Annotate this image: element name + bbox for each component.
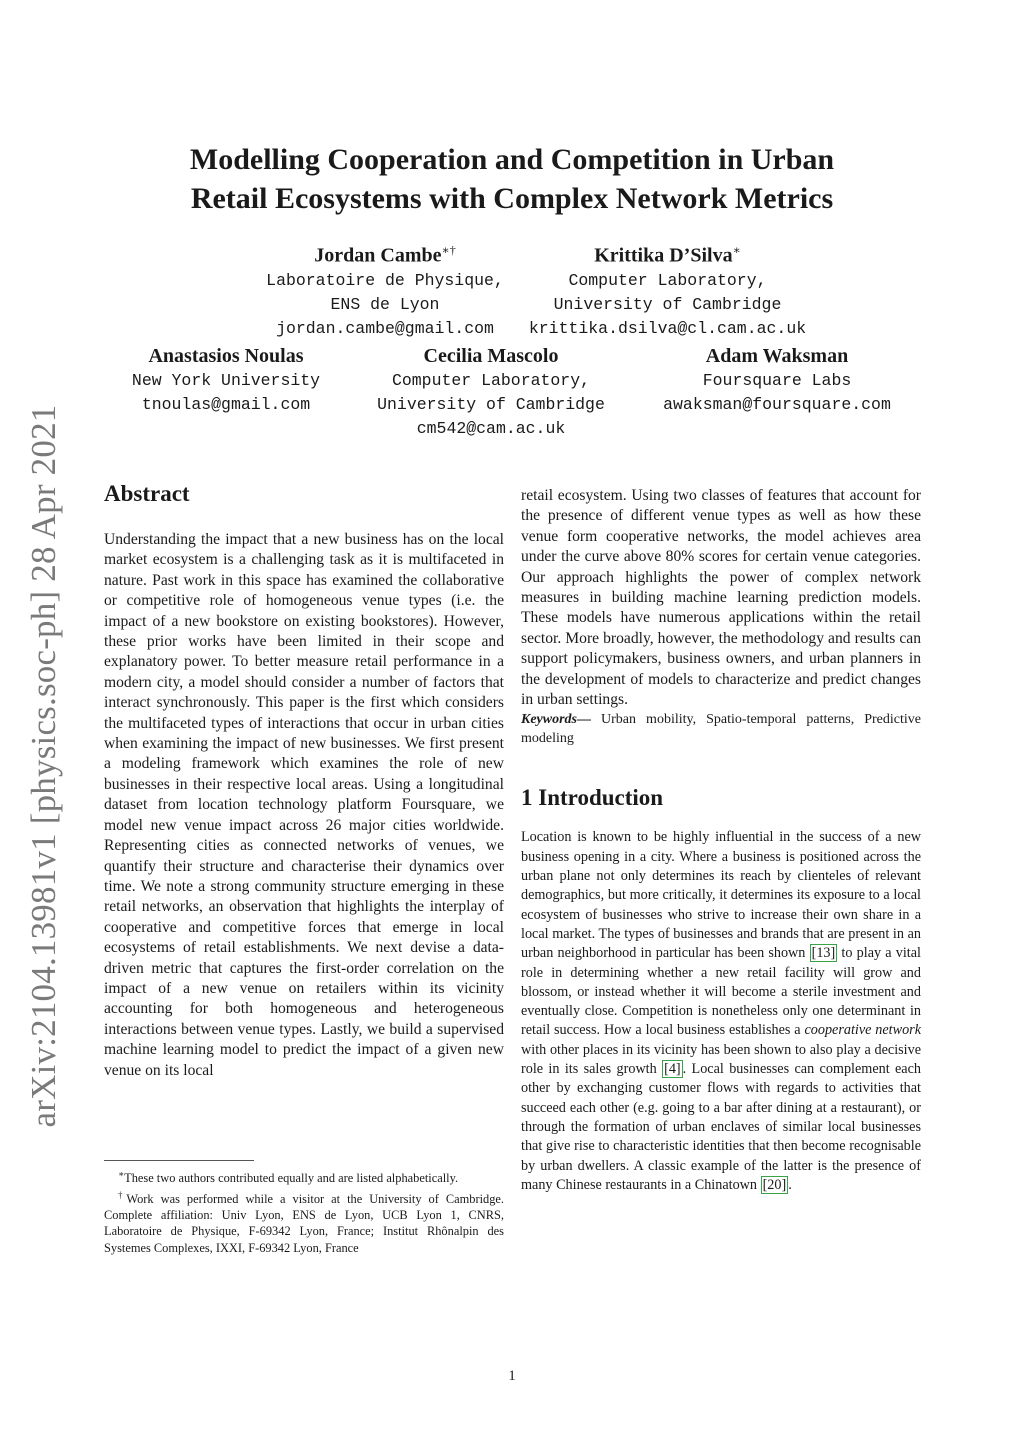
- abstract-text-part-2: retail ecosystem. Using two classes of features that account for the presence of different venue types as well as how these venue form cooperative networks, the model achieves area under the curve above 80% scores for certain venue categories. Our approach highlights the power of complex network measures in building machine learning prediction models. These models have numerous applications within the retail sector. More broadly, however, the methodology and results can support policymakers, business owners, and urban planners in the development of models to characterize and predict changes in urban settings.: [521, 487, 921, 709]
- title-line-1: Modelling Cooperation and Competition in Urban: [189, 143, 835, 176]
- abstract-heading: Abstract: [104, 481, 190, 506]
- footnote-2: †Work was performed while a visitor at the University of Cambridge. Complete affiliation: Univ Lyon, ENS de Lyon, UCB Lyon 1, CNRS, Laboratoire de Physique, F-69342 Lyon, France; Institut Rhônalpin des Systemes Complexes, IXXI, F-69342 Lyon, France: [104, 1189, 505, 1255]
- abstract-left-column: [104, 480, 504, 1081]
- author-name: Adam Waksman: [705, 345, 849, 367]
- author-name: Krittika D’Silva: [594, 244, 733, 267]
- footnotes: [104, 1166, 504, 1256]
- author-name: Anastasios Noulas: [148, 345, 304, 367]
- author-affiliation: Computer Laboratory,: [568, 270, 767, 290]
- author-affiliation: New York University: [131, 371, 321, 390]
- author-email: krittika.dsilva@cl.cam.ac.uk: [528, 318, 807, 338]
- author-marks: ∗: [732, 243, 741, 257]
- author-name: Cecilia Mascolo: [423, 345, 559, 367]
- introduction-paragraph: Location is known to be highly influential in the success of a new business opening in a city. Where a business is positioned across the urban plane not only determines its reach by clienteles of relevant demographics, but more critically, it determines its exposure to a local ecosystem of businesses who strive to increase their own share in a local market. The types of businesses and brands that are present in an urban neighborhood in particular has been shown [13] to play a vital role in determining whether a new retail facility will grow and blossom, or instead whether it will become a sterile investment and eventually close. Competition is nonetheless only one determinant in retail success. How a local business establishes a cooperative network with other places in its vicinity has been shown to also play a decisive role in its sales growth [4] . Local businesses can complement each other by exchanging customer flows with regards to activities that succeed each other (e.g. going to a bar after dining at a restaurant), or through the formation of urban enclaves of similar local businesses that give rise to characteristic identities that then become recognisable by urban dwellers. A classic example of the latter is the presence of many Chinese restaurants in a Chinatown [20] .: [521, 829, 921, 1193]
- footnote-divider: [104, 1160, 254, 1161]
- author-affiliation: Foursquare Labs: [702, 371, 852, 390]
- introduction-heading: 1 Introduction: [521, 785, 664, 811]
- author-affiliation: University of Cambridge: [553, 294, 782, 314]
- paper-title: [120, 140, 904, 218]
- author-email: awaksman@foursquare.com: [663, 395, 891, 414]
- abstract-text-part-1: Understanding the impact that a new business has on the local market ecosystem is a challenging task as it is multifaceted in nature. Past work in this space has examined the collaborative or competitive role of homogeneous venue types (i.e. the impact of a new bookstore on existing bookstores). However, these prior works have been limited in their scope and explanatory power. To better measure retail performance in a modern city, a model should consider a number of factors that interact synchronously. This paper is the first which considers the multifaceted types of interactions that occur in urban cities when examining the impact of new businesses. We first present a modeling framework which examines the role of new businesses in their respective local areas. Using a longitudinal dataset from location technology platform Foursquare, we model new venue impact across 26 major cities worldwide. Representing cities as connected networks of venues, we quantify their structure and characterise their dynamics over time. We note a strong community structure emerging in these retail networks, an observation that highlights the interplay of cooperative and competitive forces that emerge in local ecosystems of retail establishments. We next devise a data-driven metric that captures the first-order correlation on the impact of a new venue on retailers within its vicinity accounting for both homogeneous and heterogeneous interactions between venue types. Lastly, we build a supervised machine learning model to predict the impact of a given new venue on its local: [104, 531, 504, 1079]
- author-email: tnoulas@gmail.com: [141, 395, 311, 414]
- author-email: cm542@cam.ac.uk: [416, 419, 566, 438]
- footnote-1: ∗These two authors contributed equally and are listed alphabetically.: [118, 1169, 459, 1186]
- title-line-2: Retail Ecosystems with Complex Network Metrics: [190, 182, 834, 215]
- author-email: jordan.cambe@gmail.com: [276, 318, 494, 338]
- author-name: Jordan Cambe: [314, 244, 442, 267]
- author-affiliation: Computer Laboratory,: [391, 371, 591, 390]
- page-number: 1: [508, 1368, 516, 1384]
- keywords-label: Keywords—: [521, 712, 591, 728]
- emphasis-cooperative-network: cooperative network: [804, 1022, 921, 1039]
- arxiv-identifier-stamp: arXiv:2104.13981v1 [physics.soc-ph] 28 Apr 2021: [24, 404, 63, 1128]
- author-affiliation: Laboratoire de Physique,: [266, 270, 504, 290]
- author-block-waksman: [642, 343, 912, 417]
- right-column: [521, 486, 921, 1195]
- keywords-line: [521, 710, 921, 748]
- citation-link-13[interactable]: [13]: [811, 945, 836, 962]
- author-affiliation: ENS de Lyon: [330, 294, 440, 314]
- author-marks: ∗†: [441, 243, 456, 257]
- author-affiliation: University of Cambridge: [377, 395, 605, 414]
- citation-link-4[interactable]: [4]: [664, 1061, 681, 1078]
- citation-link-20[interactable]: [20]: [762, 1176, 787, 1193]
- keywords-text: Urban mobility, Spatio-temporal patterns, Predictive modeling: [521, 712, 921, 747]
- author-block-mascolo: [355, 343, 627, 441]
- author-block-noulas: [106, 343, 346, 417]
- author-block-dsilva: [480, 237, 855, 341]
